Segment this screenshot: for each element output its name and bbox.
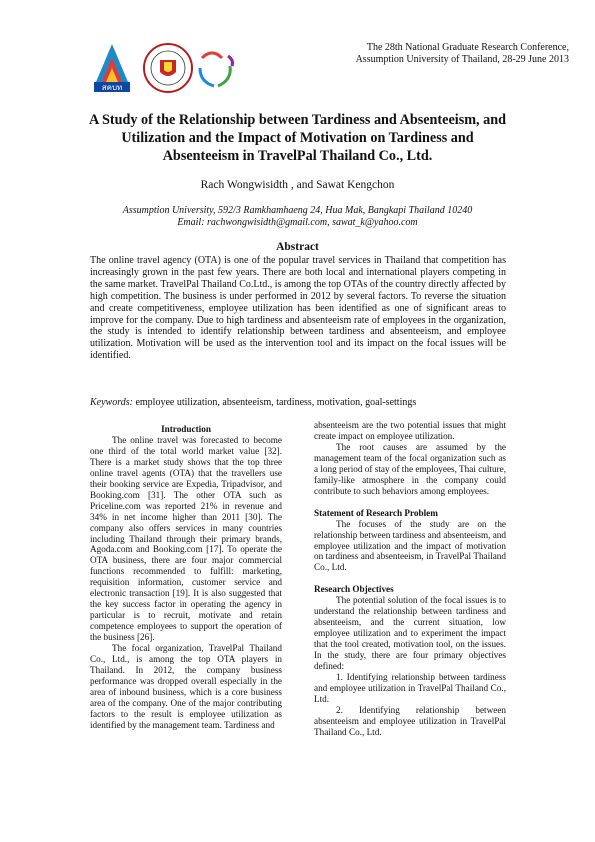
objective-1: 1. Identifying relationship between tardiness and employee utilization in TravelPal Thailand Co., Ltd. xyxy=(314,672,506,704)
affiliation: Assumption University, 592/3 Ramkhamhaeng 24, Hua Mak, Bangkapi Thailand 10240 xyxy=(122,205,473,216)
logo-group xyxy=(90,38,250,98)
email: Email: rachwongwisidth@gmail.com, sawat_k@yahoo.com xyxy=(177,217,418,228)
keywords-label: Keywords: xyxy=(90,397,133,408)
keywords xyxy=(90,397,506,408)
abstract-text: The online travel agency (OTA) is one of the popular travel services in Thailand that competition has increasingly grown in the past few years. There are both local and international players competing in the same market. TravelPal Thailand Co.Ltd., is among the top OTAs of the country directly affected by high competition. The business is under performed in 2012 by several factors. To reverse the situation and create competitiveness, employee utilization has been identified as one of significant areas to improve for the company. Due to high tardiness and absenteeism rate of employees in the organization, the study is intended to identify relationship between tardiness and absenteeism, and employee utilization. Motivation will be used as the intervention tool and its impact on the focal issues will be identified. xyxy=(90,255,506,362)
title-line-2: Utilization and the Impact of Motivation on Tardiness and xyxy=(121,130,474,146)
conference-line-2: Assumption University of Thailand, 28-29 June 2013 xyxy=(355,54,569,65)
conference-header xyxy=(356,42,569,66)
thai-logo-text: สคบท xyxy=(101,83,123,92)
introduction-heading: Introduction xyxy=(161,424,211,434)
logos-graphic xyxy=(90,38,250,98)
right-paragraph-2: The root causes are assumed by the management team of the focal organization such as a long period of stay of the employees, Thai culture, family-like atmosphere in the company could contribute to such behaviors among employees. xyxy=(314,441,506,496)
objectives-paragraph: The potential solution of the focal issues is to understand the relationship between tardiness and absenteeism, and the current situation, low employee utilization and to experiment the impact that the tool created, motivation tool, on the issues. In the study, there are four primary objectives defined: xyxy=(314,595,506,672)
abstract-heading: Abstract xyxy=(276,241,319,253)
objectives-heading: Research Objectives xyxy=(314,584,394,595)
keywords-list: employee utilization, absenteeism, tardiness, motivation, goal-settings xyxy=(132,397,417,408)
problem-paragraph: The focuses of the study are on the relationship between tardiness and absenteeism, and employee utilization and the impact of motivation on tardiness and absenteeism, in TravelPal Thailand Co., Ltd. xyxy=(314,518,506,573)
introduction-paragraph-1: The online travel was forecasted to become one third of the total world market value [32]. There is a market study shows that the top three online travel agents (OTA) that the travellers use their booking service are Expedia, Tripadvisor, and Booking.com [31]. The other OTA such as Priceline.com was reported 21% in revenue and 34% in net income higher than 2011 [30]. The company also offers services in many countries including Thailand through their primary brands, Agoda.com and Booking.com [17]. To operate the OTA business, there are four major commercial functions recommended to fulfill: marketing, requisition information, customer service and electronic transaction [19]. It is also suggested that the key success factor in operating the agency in particular is to recruit, motivate and retain competence employees to support the operation of the business [26]. xyxy=(90,434,282,643)
title-line-1: A Study of the Relationship between Tardiness and Absenteeism, and xyxy=(88,112,507,128)
right-paragraph-1: absenteeism are the two potential issues that might create impact on employee utilization. xyxy=(314,420,506,441)
right-column xyxy=(314,420,506,738)
conference-line-1: The 28th National Graduate Research Conference, xyxy=(366,42,569,53)
objective-2: 2. Identifying relationship between absenteeism and employee utilization in TravelPal Thailand Co., Ltd. xyxy=(314,704,506,737)
paper-title xyxy=(60,111,535,165)
title-line-3: Absenteeism in TravelPal Thailand Co., Ltd. xyxy=(162,148,433,164)
problem-heading: Statement of Research Problem xyxy=(314,507,438,518)
ngrc-logo xyxy=(200,53,233,86)
introduction-paragraph-2: The focal organization, TravelPal Thailand Co., Ltd., is among the top OTA players in Thailand. In 2012, the company business performance was dropped overall especially in the area of inbound business, which is a core business area of the company. One of the major contributing factors to the result is employee utilization as identified by the management team. Tardiness and xyxy=(90,643,282,730)
left-column xyxy=(90,424,282,731)
affiliation-block xyxy=(0,205,595,229)
authors: Rach Wongwisidth , and Sawat Kengchon xyxy=(200,179,395,191)
thai-logo xyxy=(94,44,130,92)
assumption-university-seal xyxy=(144,44,192,92)
